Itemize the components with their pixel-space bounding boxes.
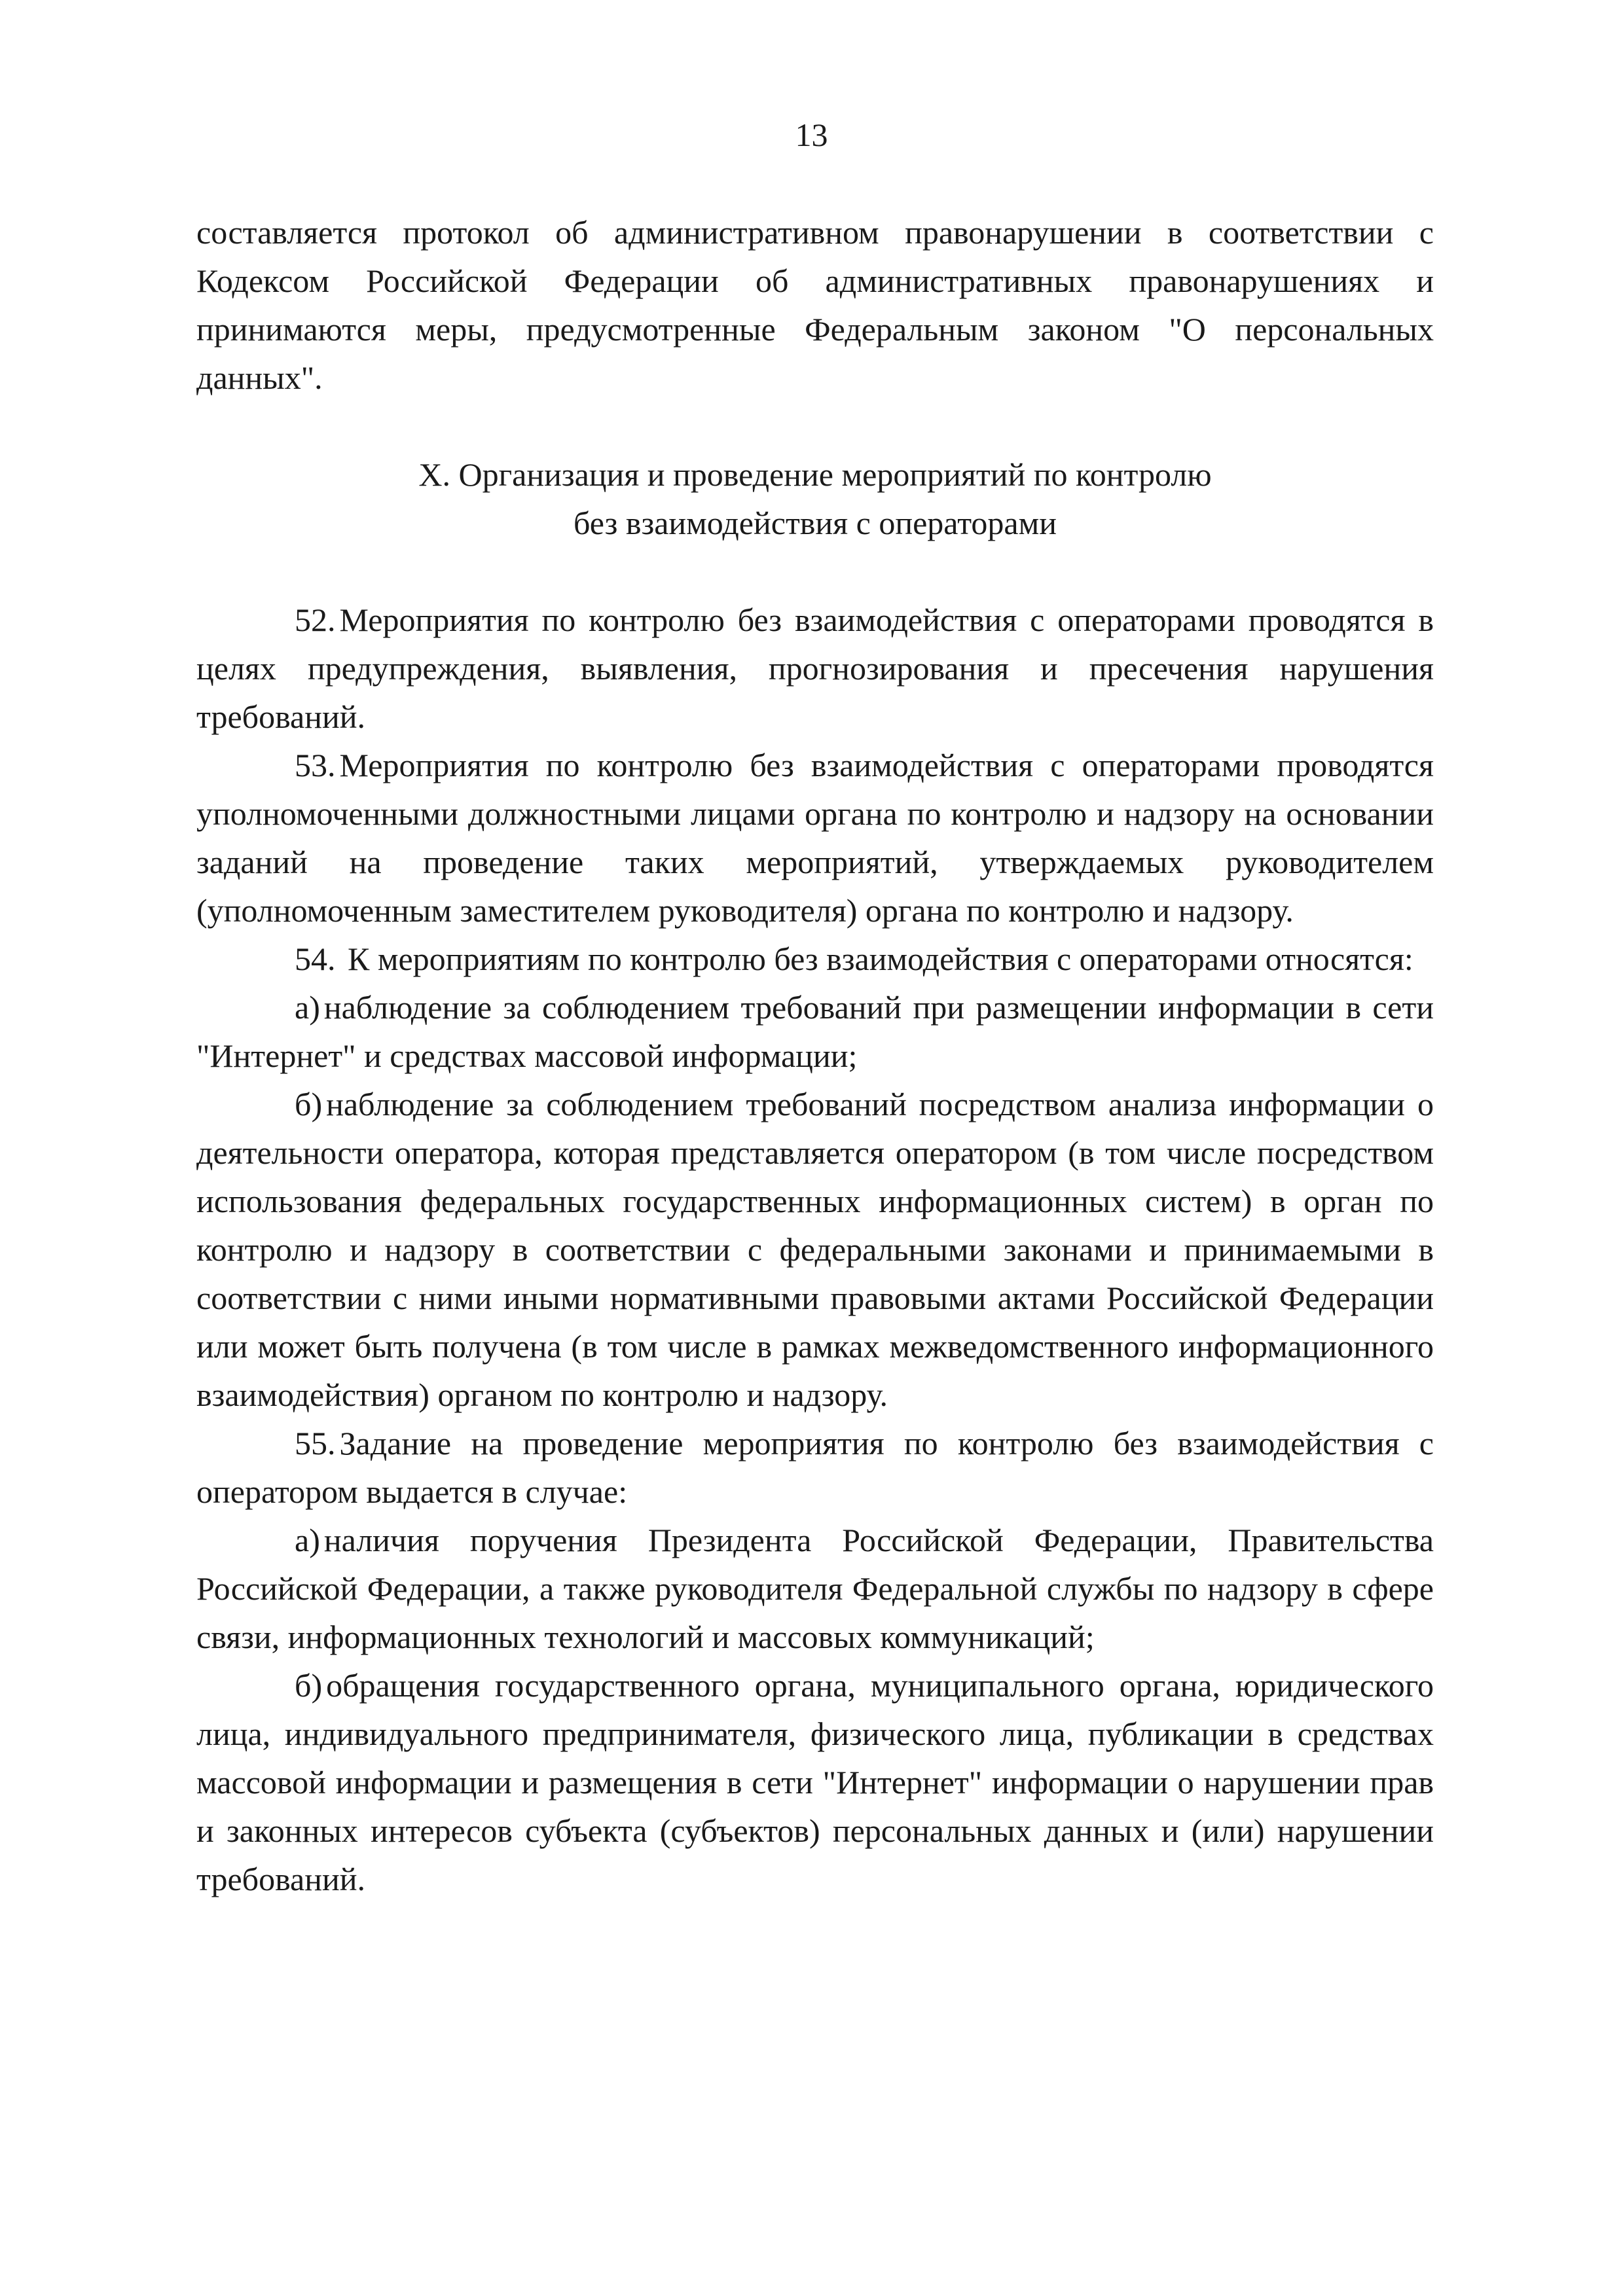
paragraph-53-number: 53.: [295, 747, 336, 783]
document-body: [196, 208, 1434, 1903]
paragraph-55-b-text: обращения государственного органа, муниципального органа, юридического лица, индивидуального предпринимателя, физического лица, публикации в средствах массовой информации и размещения в сети "Интернет" информации о нарушении прав и законных интересов субъекта (субъектов) персональных данных и (или) нарушении требований.: [196, 1667, 1434, 1897]
page-number: 13: [795, 117, 828, 153]
paragraph-52-number: 52.: [295, 601, 336, 638]
section-heading: [196, 450, 1434, 547]
paragraph-54-a-text: наблюдение за соблюдением требований при размещении информации в сети "Интернет" и средствах массовой информации;: [196, 989, 1434, 1074]
paragraph-54-number: 54.: [295, 941, 336, 977]
paragraph-54-b-text: наблюдение за соблюдением требований посредством анализа информации о деятельности оператора, которая представляется оператором (в том числе посредством использования федеральных государственных информационных систем) в орган по контролю и надзору в соответствии с федеральными законами и принимаемыми в соответствии с ними иными нормативными правовыми актами Российской Федерации или может быть получена (в том числе в рамках межведомственного информационного взаимодействия) органом по контролю и надзору.: [196, 1086, 1434, 1413]
paragraph-54-b: [196, 1080, 1434, 1419]
paragraph-55-b: [196, 1661, 1434, 1903]
paragraph-54-a: [196, 983, 1434, 1080]
paragraph-55-number: 55.: [295, 1425, 336, 1462]
paragraph-52: [196, 596, 1434, 741]
section-heading-line-1: X. Организация и проведение мероприятий по контролю: [418, 456, 1212, 493]
paragraph-55-a: [196, 1516, 1434, 1661]
intro-paragraph: составляется протокол об административном правонарушении в соответствии с Кодексом Российской Федерации об административных правонарушениях и принимаются меры, предусмотренные Федеральным законом "О персональных данных".: [196, 214, 1434, 396]
paragraph-55-a-label: а): [295, 1522, 320, 1558]
paragraph-55-a-text: наличия поручения Президента Российской Федерации, Правительства Российской Федерации, а также руководителя Федеральной службы по надзору в сфере связи, информационных технологий и массовых коммуникаций;: [196, 1522, 1434, 1655]
paragraph-52-text: Мероприятия по контролю без взаимодействия с операторами проводятся в целях предупреждения, выявления, прогнозирования и пресечения нарушения требований.: [196, 601, 1434, 735]
paragraph-54-b-label: б): [295, 1086, 323, 1122]
paragraph-55-text: Задание на проведение мероприятия по контролю без взаимодействия с оператором выдается в случае:: [196, 1425, 1434, 1510]
paragraph-55: [196, 1419, 1434, 1516]
paragraph-53-text: Мероприятия по контролю без взаимодействия с операторами проводятся уполномоченными должностными лицами органа по контролю и надзору на основании заданий на проведение таких мероприятий, утверждаемых руководителем (уполномоченным заместителем руководителя) органа по контролю и надзору.: [196, 747, 1434, 929]
paragraph-53: [196, 741, 1434, 935]
paragraph-54-text: К мероприятиям по контролю без взаимодействия с операторами относятся:: [348, 941, 1413, 977]
paragraph-54: [196, 935, 1434, 983]
paragraph-55-b-label: б): [295, 1667, 323, 1704]
paragraph-54-a-label: а): [295, 989, 320, 1026]
section-heading-line-2: без взаимодействия с операторами: [574, 505, 1057, 541]
